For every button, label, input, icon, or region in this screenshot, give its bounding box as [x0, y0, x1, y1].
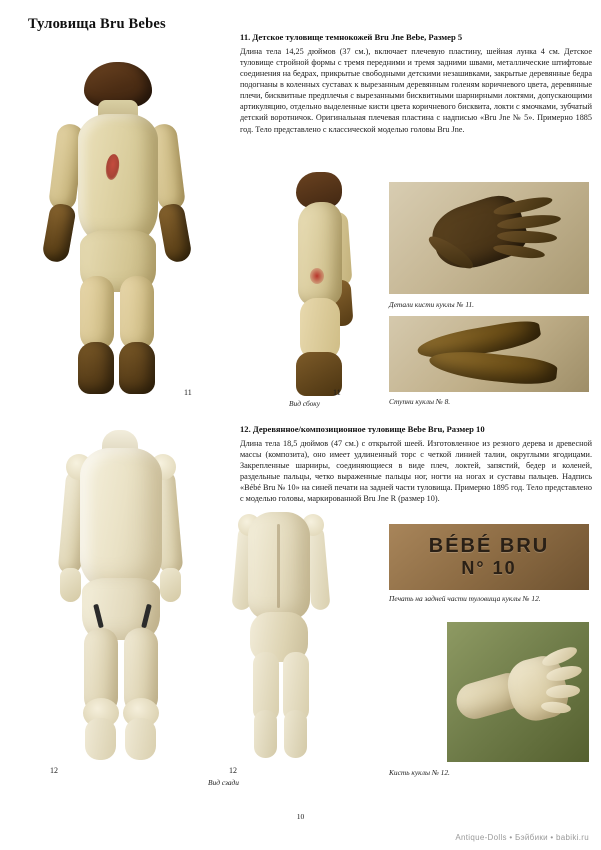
caption-11-side: Вид сбоку: [289, 399, 321, 408]
doll-shin-left-back: [254, 710, 277, 758]
caption-12-back: Вид сзади: [208, 778, 239, 787]
figure-number-11-front: 11: [184, 388, 192, 397]
photo-feet-detail-8: [389, 316, 589, 392]
page-number: 10: [296, 812, 305, 821]
figure-12-front-image: [40, 430, 200, 760]
photo-hand-detail-11: [389, 182, 589, 294]
doll-torso: [78, 114, 158, 242]
figure-11-side-image: [272, 172, 368, 398]
doll-lower-leg-right: [119, 342, 155, 394]
article-11-body: Длина тела 14,25 дюймов (37 см.), включает плечевую пластину, шейная лунка 4 см. Детское туловище стройной формы с тремя передними и тремя задними швами, металлические штифтовые соединения на бедрах, прикрытые свободными детскими незашивками, закрытые деревянные бедра подогнаны в коленных суставах к вырезанным деревянным голеням коричневого цвета, деревянные плечи, бисквитные предплечья с вырезанными бисквитными шарнирными локтями, допускающими артикуляцию, отдельно выделенные кисти цвета коричневого бисквита, локти с ямочками, зубчатый детский воротничок. Оригинальная плечевая пластина с надписью «Bru Jne № 5». Примерно 1885 год. Тело представлено с классической моделью головы Bru Jne.: [240, 46, 592, 134]
page-title: Туловища Bru Bebes: [28, 16, 166, 32]
doll-torso-side: [298, 202, 342, 306]
caption-hand-12: Кисть куклы № 12.: [389, 768, 450, 777]
doll-torso: [80, 448, 162, 588]
doll-lower-leg-left: [78, 342, 114, 394]
caption-hand-detail-11: Детали кисти куклы № 11.: [389, 300, 475, 309]
watermark: Antique-Dolls • Бэйбики • babiki.ru: [455, 833, 589, 842]
stamp-line-2: N° 10: [461, 558, 517, 579]
doll-hand-left: [41, 202, 77, 264]
figure-11-front-image: [22, 62, 212, 392]
doll-hand-left: [60, 568, 81, 602]
photo-hand-12: [447, 622, 589, 762]
doll-shin-left: [85, 718, 116, 760]
figure-number-12-front: 12: [50, 766, 58, 775]
photo-stamp-12: [389, 524, 589, 590]
doll-spine-seam: [277, 524, 280, 608]
article-12-heading: 12. Деревянное/композиционное туловище Bebe Bru, Размер 10: [240, 424, 485, 434]
figure-12-back-image: [222, 498, 342, 766]
doll-leg-side: [300, 298, 340, 360]
article-12-body: Длина тела 18,5 дюймов (47 см.) с открытой шеей. Изготовленное из резного дерева и древесной массы (композита), оно имеет удлиненный торс с четкой линией талии, округлыми ягодицами. Закрепленные шарниры, соединяющиеся в виде плеч, локтей, запястий, бедер и коленей, раздельные пальцы, четко выраженные пальцы ног, ногти на ногах и суставы пальцев. Надпись «Bébé Bru № 10» на синей печати на задней части туловища. Примерно 1895 год. Тело представлено с моделью головы, маркированной Bru Jne R (размер 10).: [240, 438, 592, 504]
caption-feet-detail-8: Ступни куклы № 8.: [389, 397, 451, 406]
doll-leg-right: [120, 276, 154, 350]
figure-number-12-back: 12: [229, 766, 237, 775]
figure-number-11-side: 11: [333, 388, 341, 397]
doll-shin-right: [125, 718, 156, 760]
doll-hand-right: [157, 202, 193, 264]
article-12: [240, 424, 592, 504]
article-11-heading: 11. Детское туловище темнокожей Bru Jne Bebe, Размер 5: [240, 32, 463, 42]
doll-torso-stain-side: [310, 268, 324, 284]
doll-hand-right: [160, 568, 181, 602]
doll-leg-left: [80, 276, 114, 350]
article-11: [240, 32, 592, 135]
doll-shin-right-back: [284, 710, 307, 758]
caption-stamp-12: Печать на задней части туловища куклы № 12.: [389, 594, 541, 603]
stamp-line-1: BÉBÉ BRU: [428, 534, 550, 557]
